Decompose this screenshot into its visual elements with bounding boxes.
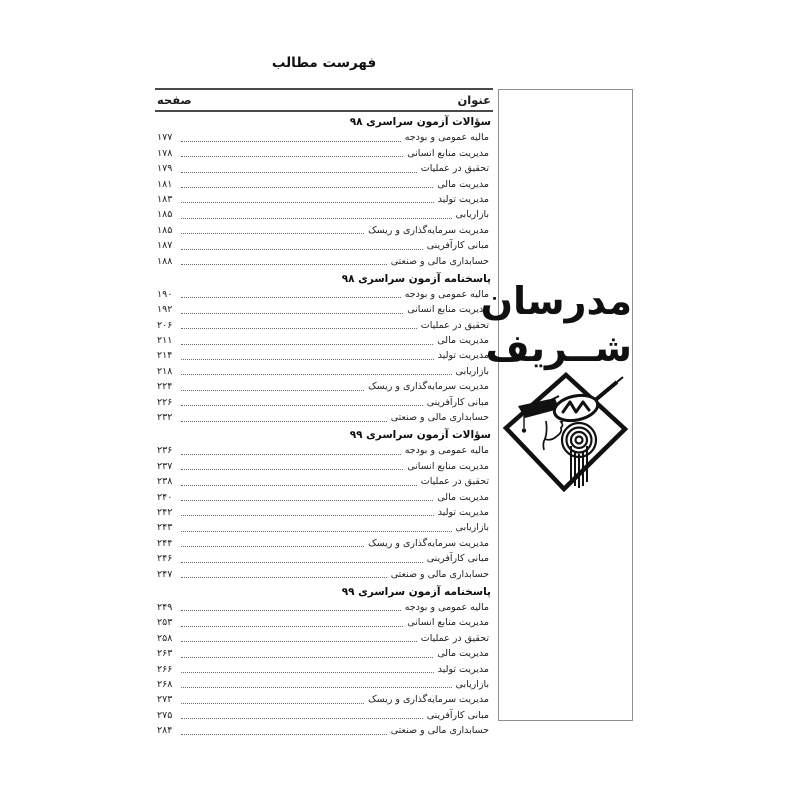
dotted-leader	[181, 515, 434, 516]
dotted-leader	[181, 187, 433, 188]
toc-row	[155, 145, 493, 160]
toc-item-label: مبانی کارآفرینی	[426, 709, 489, 721]
toc-item-label: مبانی کارآفرینی	[426, 240, 489, 252]
toc-item-label: بازاریابی	[455, 365, 489, 377]
dotted-leader	[181, 577, 387, 578]
section-rows	[155, 287, 493, 426]
dotted-leader	[181, 657, 433, 658]
logo-ellipse-mark	[551, 392, 600, 425]
toc-row	[155, 410, 493, 425]
toc-row	[155, 474, 493, 489]
dotted-leader	[181, 531, 452, 532]
dotted-leader	[181, 485, 417, 486]
publisher-name	[480, 278, 632, 372]
toc-row	[155, 302, 493, 317]
toc-row	[155, 253, 493, 268]
dotted-leader	[181, 734, 387, 735]
dotted-leader	[181, 610, 401, 611]
toc-item-page: ۲۶۶	[157, 663, 173, 675]
toc-item-page: ۲۷۳	[157, 694, 173, 706]
toc-row	[155, 615, 493, 630]
toc-row	[155, 707, 493, 722]
toc-item-label: مدیریت منابع انسانی	[407, 617, 489, 629]
logo-coil	[562, 423, 596, 488]
toc-item-label: مدیریت تولید	[437, 350, 489, 362]
section-rows	[155, 600, 493, 739]
toc-section	[155, 582, 493, 739]
toc-item-page: ۲۳۶	[157, 445, 173, 457]
toc-row	[155, 238, 493, 253]
toc-row	[155, 489, 493, 504]
dotted-leader	[181, 454, 401, 455]
dotted-leader	[181, 469, 403, 470]
toc-item-page: ۲۱۴	[157, 350, 173, 362]
toc-row	[155, 348, 493, 363]
toc-item-label: حسابداری مالی و صنعتی	[390, 255, 489, 267]
dotted-leader	[181, 546, 364, 547]
toc-item-label: بازاریابی	[455, 522, 489, 534]
toc-item-label: مالیه عمومی و بودجه	[404, 132, 489, 144]
toc-item-label: مبانی کارآفرینی	[426, 553, 489, 565]
toc-item-label: تحقیق در عملیات	[420, 632, 489, 644]
toc-row	[155, 443, 493, 458]
toc-item-label: حسابداری مالی و صنعتی	[390, 725, 489, 737]
brand-line2: شــریف	[485, 326, 632, 370]
toc-item-page: ۲۴۲	[157, 506, 173, 518]
toc-item-page: ۲۶۸	[157, 678, 173, 690]
toc-row	[155, 458, 493, 473]
toc-item-label: تحقیق در عملیات	[420, 163, 489, 175]
toc-item-label: مدیریت مالی	[437, 178, 489, 190]
toc-row	[155, 692, 493, 707]
publisher-banner	[480, 89, 633, 721]
dotted-leader	[181, 703, 364, 704]
toc-row	[155, 207, 493, 222]
toc-item-page: ۲۰۶	[157, 319, 173, 331]
toc-section	[155, 269, 493, 426]
toc-row	[155, 317, 493, 332]
toc-item-page: ۱۸۳	[157, 193, 173, 205]
dotted-leader	[181, 672, 434, 673]
toc-item-page: ۱۹۲	[157, 304, 173, 316]
section-heading: سؤالات آزمون سراسری ۹۸	[349, 116, 491, 128]
toc-row	[155, 566, 493, 581]
toc-item-page: ۲۱۱	[157, 335, 173, 347]
toc-section	[155, 425, 493, 582]
toc-item-page: ۱۸۸	[157, 255, 173, 267]
toc-row	[155, 661, 493, 676]
dotted-leader	[181, 202, 434, 203]
dotted-leader	[181, 421, 387, 422]
toc-header	[155, 88, 493, 112]
toc-row	[155, 723, 493, 738]
dotted-leader	[181, 297, 401, 298]
section-heading: پاسخنامه آزمون سراسری ۹۸	[341, 272, 491, 285]
toc-item-label: مدیریت سرمایه‌گذاری و ریسک	[368, 381, 489, 393]
toc-item-page: ۲۵۳	[157, 617, 173, 629]
toc-item-page: ۱۸۵	[157, 209, 173, 221]
toc-item-label: مدیریت مالی	[437, 335, 489, 347]
brand-line1: مدرسان	[480, 279, 632, 323]
toc-item-page: ۲۲۶	[157, 396, 173, 408]
dotted-leader	[181, 626, 403, 627]
toc-row	[155, 600, 493, 615]
dotted-leader	[181, 313, 403, 314]
toc-item-label: مالیه عمومی و بودجه	[404, 288, 489, 300]
dotted-leader	[181, 218, 452, 219]
toc-item-label: بازاریابی	[455, 678, 489, 690]
dotted-leader	[181, 562, 423, 563]
dotted-leader	[181, 264, 387, 265]
toc-item-label: مدیریت مالی	[437, 491, 489, 503]
toc-item-label: مدیریت سرمایه‌گذاری و ریسک	[368, 537, 489, 549]
toc-item-label: مدیریت منابع انسانی	[407, 304, 489, 316]
dotted-leader	[181, 390, 364, 391]
toc-item-label: مدیریت منابع انسانی	[407, 147, 489, 159]
dotted-leader	[181, 500, 433, 501]
toc-item-label: مدیریت تولید	[437, 663, 489, 675]
toc-item-label: مدیریت تولید	[437, 193, 489, 205]
toc-item-page: ۲۳۷	[157, 460, 173, 472]
toc-item-page: ۲۴۹	[157, 601, 173, 613]
toc-row	[155, 520, 493, 535]
toc-row	[155, 363, 493, 378]
toc-item-label: مدیریت تولید	[437, 506, 489, 518]
toc-item-page: ۲۴۶	[157, 553, 173, 565]
toc-item-page: ۲۸۴	[157, 725, 173, 737]
toc-item-label: مبانی کارآفرینی	[426, 396, 489, 408]
toc-item-page: ۱۸۷	[157, 240, 173, 252]
toc-item-page: ۲۴۷	[157, 568, 173, 580]
toc-table	[155, 88, 493, 738]
toc-item-page: ۲۴۰	[157, 491, 173, 503]
toc-item-page: ۱۷۸	[157, 147, 173, 159]
toc-item-page: ۲۱۸	[157, 365, 173, 377]
dotted-leader	[181, 641, 417, 642]
toc-item-label: مالیه عمومی و بودجه	[404, 601, 489, 613]
toc-item-label: بازاریابی	[455, 209, 489, 221]
toc-item-page: ۲۴۴	[157, 537, 173, 549]
column-header-title: عنوان	[457, 93, 491, 107]
dotted-leader	[181, 687, 452, 688]
toc-item-label: مالیه عمومی و بودجه	[404, 445, 489, 457]
toc-item-label: مدیریت سرمایه‌گذاری و ریسک	[368, 694, 489, 706]
toc-body	[155, 112, 493, 738]
section-rows	[155, 443, 493, 582]
toc-item-label: تحقیق در عملیات	[420, 319, 489, 331]
dotted-leader	[181, 141, 401, 142]
toc-row	[155, 222, 493, 237]
dotted-leader	[181, 249, 423, 250]
toc-item-label: مدیریت منابع انسانی	[407, 460, 489, 472]
toc-row	[155, 176, 493, 191]
toc-item-page: ۱۸۱	[157, 178, 173, 190]
toc-item-page: ۲۵۸	[157, 632, 173, 644]
toc-item-page: ۲۷۵	[157, 709, 173, 721]
dotted-leader	[181, 156, 403, 157]
toc-row	[155, 646, 493, 661]
toc-row	[155, 192, 493, 207]
section-heading: سؤالات آزمون سراسری ۹۹	[349, 429, 491, 442]
dotted-leader	[181, 359, 434, 360]
toc-item-page: ۱۷۹	[157, 163, 173, 175]
dotted-leader	[181, 405, 423, 406]
toc-row	[155, 130, 493, 145]
section-rows	[155, 130, 493, 269]
toc-item-page: ۲۲۴	[157, 381, 173, 393]
logo-pencil	[593, 377, 623, 402]
toc-item-label: حسابداری مالی و صنعتی	[390, 412, 489, 424]
toc-item-label: حسابداری مالی و صنعتی	[390, 568, 489, 580]
toc-item-page: ۲۴۳	[157, 522, 173, 534]
section-heading: پاسخنامه آزمون سراسری ۹۹	[341, 585, 491, 598]
dotted-leader	[181, 328, 417, 329]
dotted-leader	[181, 374, 452, 375]
dotted-leader	[181, 172, 417, 173]
modaresan-sharif-logo	[503, 372, 629, 492]
toc-row	[155, 379, 493, 394]
page-title: فهرست مطالب	[271, 55, 377, 71]
toc-section	[155, 112, 493, 269]
toc-item-page: ۱۷۷	[157, 132, 173, 144]
toc-row	[155, 333, 493, 348]
toc-item-page: ۲۳۸	[157, 476, 173, 488]
toc-row	[155, 677, 493, 692]
dotted-leader	[181, 344, 433, 345]
toc-row	[155, 630, 493, 645]
column-header-page: صفحه	[157, 93, 192, 107]
toc-item-label: مدیریت سرمایه‌گذاری و ریسک	[368, 224, 489, 236]
toc-row	[155, 394, 493, 409]
toc-item-page: ۱۹۰	[157, 288, 173, 300]
toc-row	[155, 535, 493, 550]
toc-row	[155, 287, 493, 302]
toc-item-label: تحقیق در عملیات	[420, 476, 489, 488]
dotted-leader	[181, 233, 364, 234]
toc-row	[155, 161, 493, 176]
toc-item-page: ۲۶۳	[157, 648, 173, 660]
toc-item-page: ۲۳۲	[157, 412, 173, 424]
toc-item-label: مدیریت مالی	[437, 648, 489, 660]
toc-item-page: ۱۸۵	[157, 224, 173, 236]
toc-row	[155, 551, 493, 566]
toc-row	[155, 505, 493, 520]
dotted-leader	[181, 718, 423, 719]
